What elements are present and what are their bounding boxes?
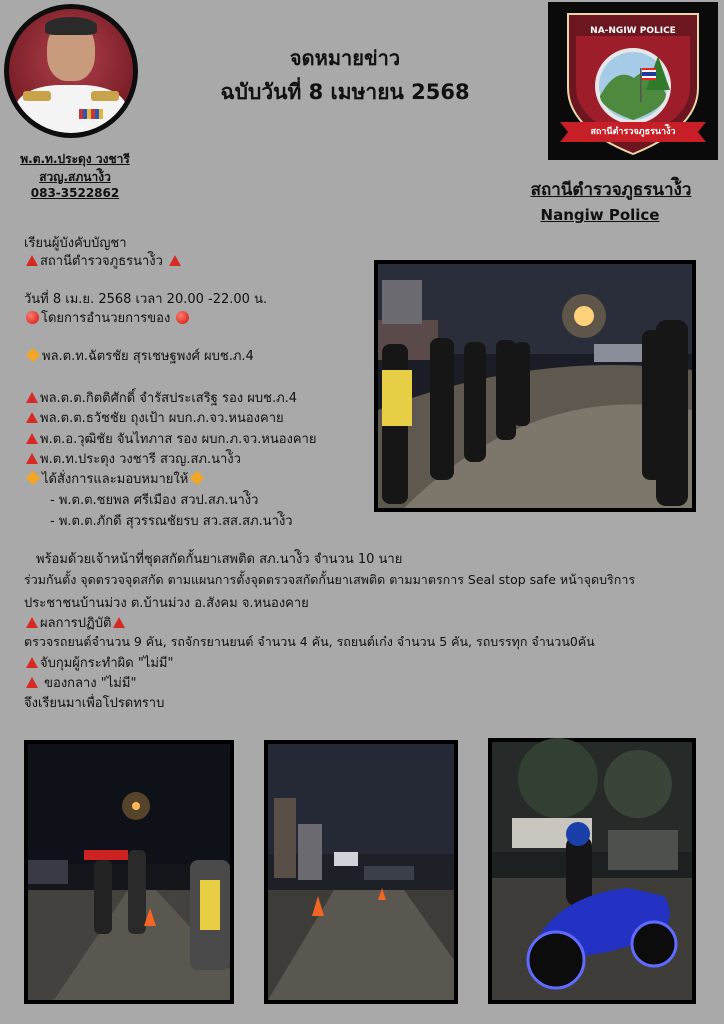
checkpoint-photo-officers xyxy=(374,260,696,512)
officer-line: พ.ต.อ.วุฒิชัย จันไทภาส รอง ผบก.ภ.จว.หนองคาย xyxy=(24,428,317,449)
datetime-line: วันที่ 8 เม.ย. 2568 เวลา 20.00 -22.00 น. xyxy=(24,292,268,307)
officer-position: สวญ.สภนาง้ิว xyxy=(39,170,111,184)
red-triangle-icon xyxy=(26,412,38,423)
assigned-label: ได้สั่งการและมอบหมายให้ xyxy=(24,468,206,489)
checkpoint-photo-street xyxy=(264,740,458,1004)
salutation: เรียนผู้บังคับบัญชา xyxy=(24,236,127,251)
result-detail: ตรวจรถยนต์จำนวน 9 คัน, รถจักรยานยนต์ จำนวน 4 คัน, รถยนต์เก๋ง จำนวน 5 คัน, รถบรรทุก จำนวน0คัน xyxy=(24,634,595,649)
officer-line: พล.ต.ต.กิตติศักดิ์ จำรัสประเสริฐ รอง ผบช.ภ.4 xyxy=(24,387,297,408)
red-circle-icon xyxy=(26,311,39,324)
officer-line: พ.ต.ท.ประดุง วงชารี สวญ.สภ.นาง้ิว xyxy=(24,448,241,469)
paragraph-1: พร้อมด้วยเจ้าหน้าที่ชุดสกัดกั้นยาเสพติด สภ.นาง้ิว จำนวน 10 นาย xyxy=(36,552,403,567)
station-line: สถานีตำรวจภูธรนาง้ิว xyxy=(24,250,183,271)
logo-top-text: NA-NGIW POLICE xyxy=(590,26,676,36)
red-triangle-icon xyxy=(26,255,38,266)
red-triangle-icon xyxy=(26,617,38,628)
assigned-item: - พ.ต.ต.ชยพล ศรีเมือง สวป.สภ.นาง้ิว xyxy=(50,493,259,508)
orange-diamond-icon xyxy=(26,471,40,485)
orange-diamond-icon xyxy=(26,348,40,362)
red-triangle-icon xyxy=(26,677,38,688)
red-triangle-icon xyxy=(26,392,38,403)
newsletter-title: จดหมายข่าว xyxy=(289,46,401,70)
red-triangle-icon xyxy=(26,453,38,464)
red-triangle-icon xyxy=(26,433,38,444)
officer-name: พ.ต.ท.ประดุง วงชารี xyxy=(20,152,130,166)
arrest-line: จับกุมผู้กระทำผิด "ไม่มี" xyxy=(24,652,173,673)
orange-diamond-icon xyxy=(190,471,204,485)
red-triangle-icon xyxy=(169,255,181,266)
officer-phone: 083-3522862 xyxy=(30,186,120,200)
logo-ribbon-text: สถานีตำรวจภูธรนาง้ิว xyxy=(590,127,676,137)
officer-line: พล.ต.ต.ธวัชชัย ถุงเป้า ผบก.ภ.จว.หนองคาย xyxy=(24,407,284,428)
closing-line: จึงเรียนมาเพื่อโปรดทราบ xyxy=(24,696,165,711)
assigned-item: - พ.ต.ต.ภักดี สุวรรณชัยรบ สว.สส.สภ.นาง้ิว xyxy=(50,514,293,529)
police-logo xyxy=(548,2,718,160)
direction-line: โดยการอำนวยการของ xyxy=(24,307,191,328)
checkpoint-photo-road xyxy=(24,740,234,1004)
result-label: ผลการปฏิบัติ xyxy=(24,612,127,633)
newsletter-date: ฉบับวันที่ 8 เมษายน 2568 xyxy=(220,80,470,104)
paragraph-2: ร่วมกันตั้ง จุดตรวจจุดสกัด ตามแผนการตั้งจุดตรวจสกัดกั้นยาเสพติด ตามมาตรการ Seal stop safe หน้าจุดบริการ xyxy=(24,572,636,587)
checkpoint-photo-motorcycle xyxy=(488,738,696,1004)
officer-portrait xyxy=(4,4,138,138)
station-name-en: Nangiw Police xyxy=(540,206,660,224)
station-name-th: สถานีตำรวจภูธรนาง้ิว xyxy=(530,180,692,200)
paragraph-3: ประชาชนบ้านม่วง ต.บ้านม่วง อ.สังคม จ.หนองคาย xyxy=(24,596,309,611)
evidence-line: ของกลาง "ไม่มี" xyxy=(24,672,136,693)
red-triangle-icon xyxy=(113,617,125,628)
red-triangle-icon xyxy=(26,657,38,668)
red-circle-icon xyxy=(176,311,189,324)
commander-line: พล.ต.ท.ฉัตรชัย สุรเชษฐพงศ์ ผบช.ภ.4 xyxy=(24,345,254,366)
